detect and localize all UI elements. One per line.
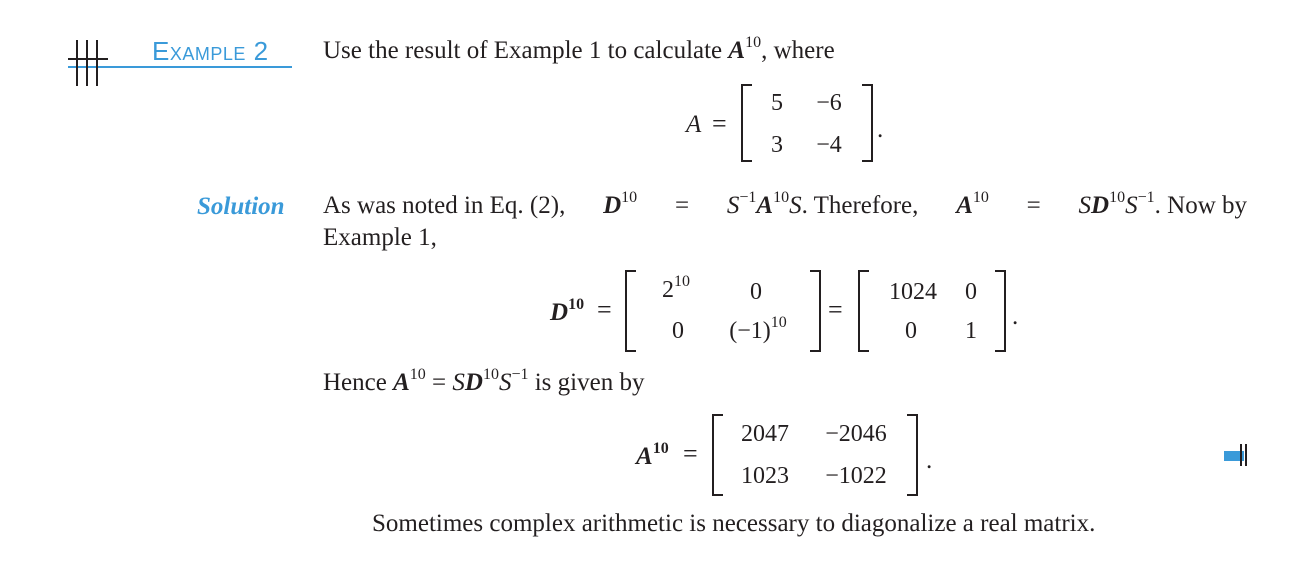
left-bracket (712, 414, 723, 496)
a-exp: 10 (773, 189, 790, 206)
a10-name: A (636, 443, 653, 470)
hence-s: S (452, 369, 465, 396)
matrix-cell: 0 (965, 279, 977, 305)
hence-a-exp: 10 (409, 366, 426, 383)
matrix-cell: 1024 (889, 279, 937, 305)
hence-d: D (464, 369, 483, 396)
matrix-cell: 0 (672, 318, 684, 344)
solution-p2: Example 1, (323, 224, 437, 251)
solution-p1: As was noted in Eq. (2), (323, 192, 566, 219)
right-bracket (907, 414, 918, 496)
matrix-cell: −6 (816, 90, 842, 116)
sinv-exp: −1 (739, 189, 757, 206)
solution-label: Solution (197, 193, 285, 220)
power-base: A (728, 37, 746, 64)
eq-sign: = (674, 192, 690, 219)
matrix-a10 (712, 414, 918, 496)
matrix-d-name (550, 296, 585, 326)
d-exp: 10 (621, 189, 638, 206)
rhs-s2-exp: −1 (1137, 189, 1155, 206)
matrix-a-name: A (686, 111, 702, 138)
example-label: Example 2 (152, 36, 269, 66)
matrix-a-eq: = (712, 109, 727, 138)
d-base: D (603, 192, 622, 219)
matrix-cell: $2^{10}$ (662, 273, 690, 303)
closing-sentence: Sometimes complex arithmetic is necessary to diagonalize a real matrix. (372, 510, 1096, 537)
power-exp: 10 (745, 34, 762, 51)
matrix-cell: 3 (771, 132, 783, 158)
therefore: . Therefore, (801, 192, 919, 219)
sinv-base: S (726, 192, 740, 219)
matrix-a (741, 84, 873, 162)
hence-eq: = (432, 369, 447, 396)
rhs-d-exp: 10 (1109, 189, 1126, 206)
s-end: S (789, 192, 802, 219)
d-name: D (550, 299, 569, 326)
right-bracket (862, 84, 873, 162)
rhs-s2: S (1125, 192, 1138, 219)
matrix-cell: −2046 (825, 421, 887, 447)
matrix-cell: 1 (965, 318, 977, 344)
solution-line-1 (323, 189, 1247, 219)
matrix-cell: 2047 (741, 421, 789, 447)
a-base-2: A (956, 192, 973, 219)
right-bracket (810, 270, 821, 352)
matrix-d-end: . (1012, 303, 1019, 330)
a10-name-exp: 10 (652, 440, 669, 457)
right-bracket (995, 270, 1006, 352)
a-base: A (756, 192, 774, 219)
matrix-a10-end: . (926, 447, 933, 474)
a-exp-2: 10 (972, 189, 989, 206)
matrix-cell: −1022 (825, 463, 887, 489)
hence-s2: S (498, 369, 512, 396)
intro-end: , where (761, 37, 835, 64)
left-bracket (741, 84, 752, 162)
hence-s2-exp: −1 (511, 366, 529, 383)
intro-text: Use the result of Example 1 to calculate (323, 37, 723, 64)
hence-pre: Hence (323, 369, 387, 396)
d-name-exp: 10 (568, 296, 585, 313)
matrix-cell: 5 (771, 90, 783, 116)
rhs-d: D (1091, 192, 1110, 219)
hence-line (323, 366, 645, 396)
rhs-s: S (1078, 192, 1092, 219)
left-bracket (858, 270, 869, 352)
matrix-d-left (625, 270, 821, 352)
matrix-a-end: . (877, 116, 884, 143)
matrix-d-right (858, 270, 1006, 352)
matrix-cell: 0 (905, 318, 917, 344)
hence-a: A (393, 369, 410, 396)
hence-d-exp: 10 (482, 366, 499, 383)
hence-post: is given by (534, 369, 645, 396)
matrix-cell: 1023 (741, 463, 789, 489)
matrix-cell: −4 (816, 132, 842, 158)
matrix-a10-name (636, 440, 669, 470)
left-bracket (625, 270, 636, 352)
matrix-cell: $(-1)^{10}$ (729, 314, 787, 344)
eq-sign-2: = (1026, 192, 1041, 219)
matrix-cell: 0 (750, 279, 762, 305)
now-by: . Now by (1154, 192, 1247, 219)
matrix-d-eq1: = (597, 295, 612, 324)
example-intro (323, 34, 835, 64)
matrix-a10-eq: = (683, 439, 698, 468)
matrix-d-eq2: = (828, 295, 843, 324)
